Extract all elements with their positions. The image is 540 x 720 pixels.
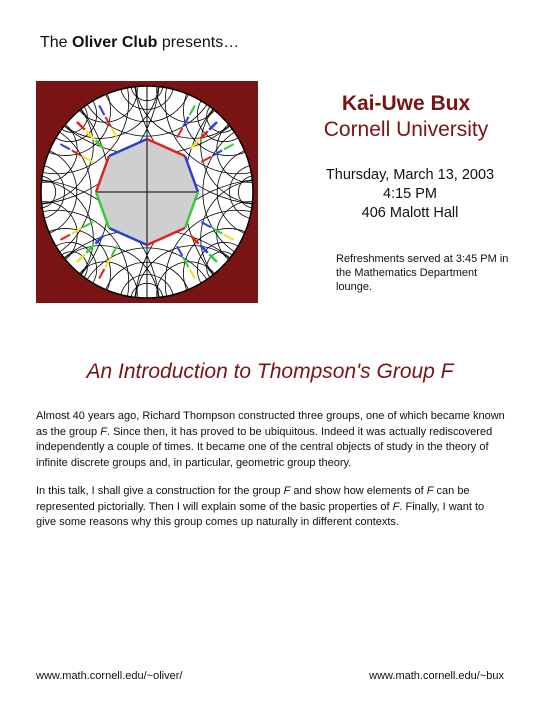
event-date: Thursday, March 13, 2003 [325, 167, 495, 183]
group-symbol: F [426, 485, 434, 497]
abstract-text: In this talk, I shall give a construction for the group [36, 485, 284, 497]
hyperbolic-tiling-figure [36, 81, 258, 303]
abstract-paragraph-2 [36, 484, 506, 531]
abstract-text: can be represented pictorially. Then I will explain some of the basic properties of [36, 485, 470, 513]
event-location: 406 Malott Hall [361, 205, 459, 221]
group-symbol: F [392, 500, 400, 513]
group-symbol: F [100, 425, 107, 438]
abstract-text: . Finally, I want to give some reasons why this group comes up naturally in different contexts. [36, 500, 485, 528]
hyperbolic-tiling-svg [36, 81, 258, 303]
speaker-university: Cornell University [323, 118, 489, 141]
presenter-prefix: The [40, 34, 73, 51]
refreshments-note: Refreshments served at 3:45 PM in the Mathematics Department lounge. [336, 253, 509, 293]
group-symbol: F [283, 485, 291, 497]
speaker-url[interactable]: www.math.cornell.edu/~bux [369, 670, 504, 682]
event-details [300, 166, 520, 223]
abstract-text: and show how elements of [290, 485, 427, 497]
speaker-name: Kai-Uwe Bux [341, 92, 471, 115]
presenter-line [40, 34, 239, 52]
abstract-text: Almost 40 years ago, Richard Thompson constructed three groups, one of which became known as the group [36, 410, 505, 438]
abstract-paragraph-1 [36, 409, 506, 471]
event-time: 4:15 PM [383, 186, 437, 202]
club-name: Oliver Club [72, 34, 158, 51]
oliver-club-url[interactable]: www.math.cornell.edu/~oliver/ [36, 670, 183, 682]
abstract-text: . Since then, it has proved to be ubiquitous. Indeed it was actually rediscovered independently a couple of times. It became one of the central objects of study in the theory of infinite discrete groups and, in particular, geometric group theory. [36, 425, 493, 469]
presenter-suffix: presents… [157, 34, 240, 51]
talk-title: An Introduction to Thompson's Group F [86, 360, 454, 383]
